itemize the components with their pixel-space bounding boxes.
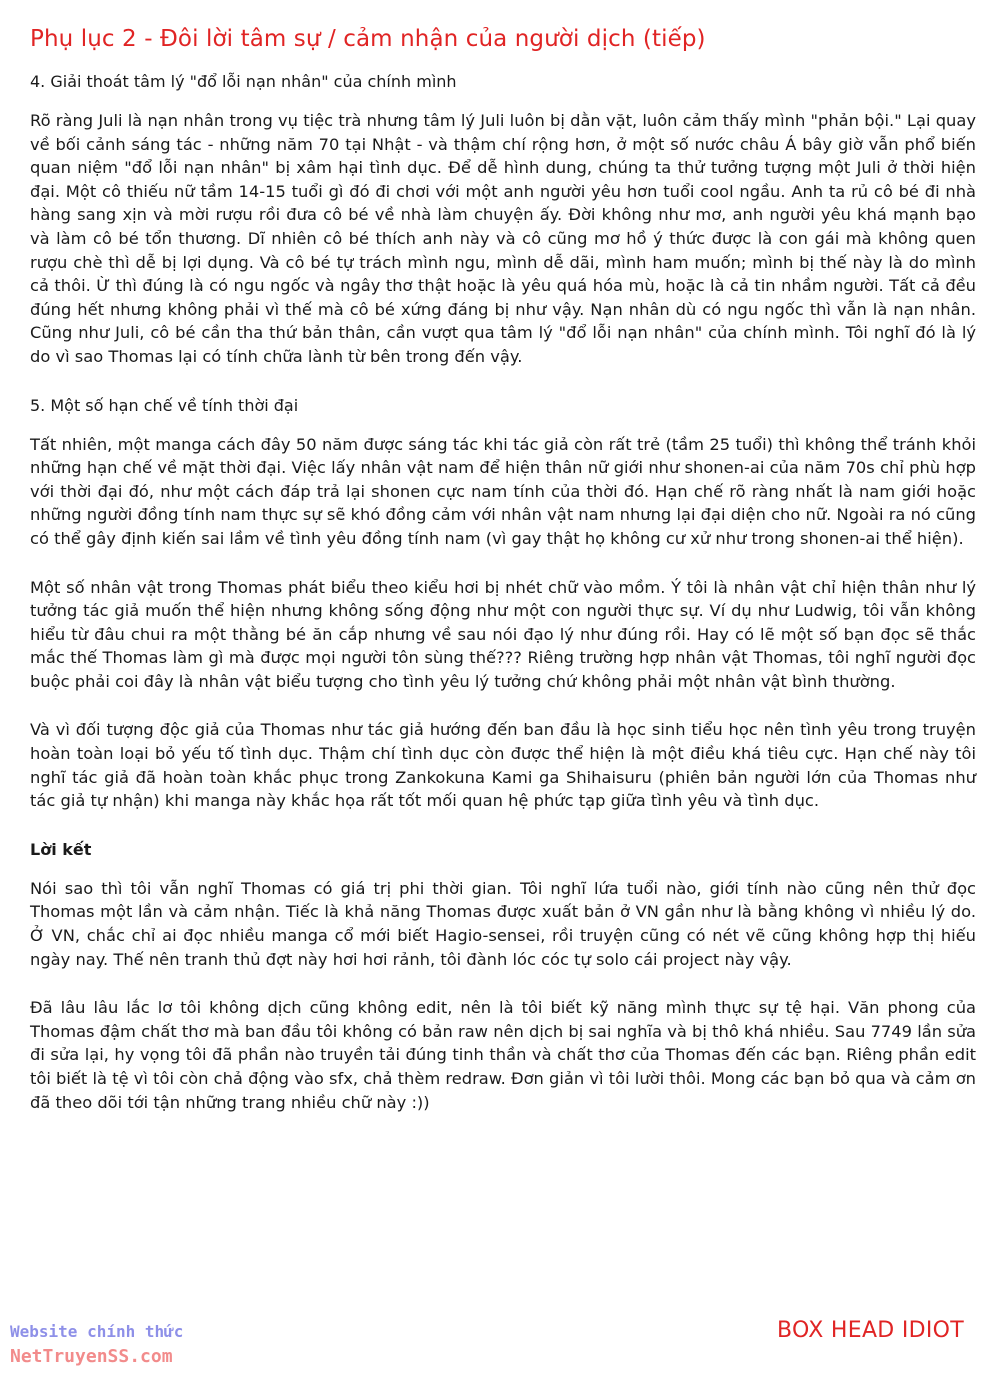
- paragraph: Và vì đối tượng độc giả của Thomas như tác giả hướng đến ban đầu là học sinh tiểu học nên tình yêu trong truyện hoàn toàn loại bỏ yếu tố tình dục. Thậm chí tình dục còn được thể hiện là một điều khá tiêu cực. Hạn chế này tôi nghĩ tác giả đã hoàn toàn khắc phục trong Zankokuna Kami ga Shihaisuru (phiên bản người lớn của Thomas như tác giả tự nhận) khi manga này khắc họa rất tốt mối quan hệ phức tạp giữa tình yêu và tình dục.: [30, 720, 976, 811]
- page-title: Phụ lục 2 - Đôi lời tâm sự / cảm nhận của người dịch (tiếp): [30, 26, 706, 52]
- section-5: [30, 394, 976, 813]
- section-conclusion: [30, 838, 976, 1114]
- paragraph: Nói sao thì tôi vẫn nghĩ Thomas có giá trị phi thời gian. Tôi nghĩ lứa tuổi nào, giới tính nào cũng nên thử đọc Thomas một lần và cảm nhận. Tiếc là khả năng Thomas được xuất bản ở VN gần như là bằng không vì nhiều lý do. Ở VN, chắc chỉ ai đọc nhiều manga cổ mới biết Hagio-sensei, rồi truyện cũng có nét vẽ cũng không hợp thị hiếu ngày nay. Thế nên tranh thủ đợt này hơi hơi rảnh, tôi đành lóc cóc tự solo cái project này vậy.: [30, 878, 976, 969]
- watermark-line1: Website chính thức: [10, 1322, 184, 1341]
- section-heading: 4. Giải thoát tâm lý "đổ lỗi nạn nhân" của chính mình: [30, 72, 457, 91]
- section-4: [30, 70, 976, 369]
- translator-signature: BOX HEAD IDIOT: [777, 1318, 964, 1343]
- paragraph: Đã lâu lâu lắc lơ tôi không dịch cũng không edit, nên là tôi biết kỹ năng mình thực sự tệ hại. Văn phong của Thomas đậm chất thơ mà ban đầu tôi không có bản raw nên dịch bị sai nghĩa và bị thô khá nhiều. Sau 7749 lần sửa đi sửa lại, hy vọng tôi đã phần nào truyền tải đúng tinh thần và chất thơ của Thomas đến các bạn. Riêng phần edit tôi biết là tệ vì tôi còn chả động vào sfx, chả thèm redraw. Đơn giản vì tôi lười thôi. Mong các bạn bỏ qua và cảm ơn đã theo dõi tới tận những trang nhiều chữ này :)): [30, 998, 976, 1112]
- paragraph: Một số nhân vật trong Thomas phát biểu theo kiểu hơi bị nhét chữ vào mồm. Ý tôi là nhân vật chỉ hiện thân như lý tưởng tác giả muốn thể hiện nhưng không sống động như một con người thực sự. Ví dụ như Ludwig, tôi vẫn không hiểu từ đâu chui ra một thằng bé ăn cắp nhưng về sau nói đạo lý như đúng rồi. Hay có lẽ một số bạn đọc sẽ thắc mắc thế Thomas làm gì mà được mọi người tôn sùng thế??? Riêng trường hợp nhân vật Thomas, tôi nghĩ người đọc buộc phải coi đây là nhân vật biểu tượng cho tình yêu lý tưởng chứ không phải một nhân vật bình thường.: [30, 577, 976, 691]
- paragraph: Tất nhiên, một manga cách đây 50 năm được sáng tác khi tác giả còn rất trẻ (tầm 25 tuổi) thì không thể tránh khỏi những hạn chế về mặt thời đại. Việc lấy nhân vật nam để hiện thân nữ giới như shonen-ai của năm 70s chỉ phù hợp với thời đại đó, như một cách đáp trả lại shonen cực nam tính của thời đó. Hạn chế rõ ràng nhất là nam giới hoặc những người đồng tính nam thực sự sẽ khó đồng cảm với nhân vật nam nhưng lại đại diện cho nữ. Ngoài ra nó cũng có thể gây định kiến sai lầm về tình yêu đồng tính nam (vì gay thật họ không cư xử như trong shonen-ai thể hiện).: [30, 434, 976, 548]
- site-watermark: [10, 1322, 183, 1369]
- watermark-line2: NetTruyenSS.com: [10, 1346, 173, 1367]
- section-heading: Lời kết: [30, 839, 92, 859]
- paragraph: Rõ ràng Juli là nạn nhân trong vụ tiệc trà nhưng tâm lý Juli luôn bị dằn vặt, luôn cảm thấy mình "phản bội." Lại quay về bối cảnh sáng tác - những năm 70 tại Nhật - và thậm chí rộng hơn, ở một số nước châu Á bây giờ vẫn phổ biến quan niệm "đổ lỗi nạn nhân" bị xâm hại tình dục. Để dễ hình dung, chúng ta thử tưởng tượng một Juli ở thời hiện đại. Một cô thiếu nữ tầm 14-15 tuổi gì đó đi chơi với một anh người yêu hơn tuổi cool ngầu. Anh ta rủ cô bé đi nhà hàng sang xịn và mời rượu rồi đưa cô bé về nhà làm chuyện ấy. Đời không như mơ, anh người yêu khá mạnh bạo và làm cô bé tổn thương. Dĩ nhiên cô bé thích anh này và cô cũng mơ hồ ý thức được là con gái mà không quen rượu chè thì dễ bị lợi dụng. Và cô bé tự trách mình ngu, mình dễ dãi, mình ham muốn; mình bị thế này là do mình cả thôi. Ừ thì đúng là có ngu ngốc và ngây thơ thật hoặc là yêu quá hóa mù, hoặc là cả tin nhầm người. Tất cả đều đúng hết nhưng không phải vì thế mà cô bé xứng đáng bị như vậy. Nạn nhân dù có ngu ngốc thì vẫn là nạn nhân. Cũng như Juli, cô bé cần tha thứ bản thân, cần vượt qua tâm lý "đổ lỗi nạn nhân" của chính mình. Tôi nghĩ đó là lý do vì sao Thomas lại có tính chữa lành từ bên trong đến vậy.: [30, 111, 976, 366]
- section-heading: 5. Một số hạn chế về tính thời đại: [30, 395, 299, 415]
